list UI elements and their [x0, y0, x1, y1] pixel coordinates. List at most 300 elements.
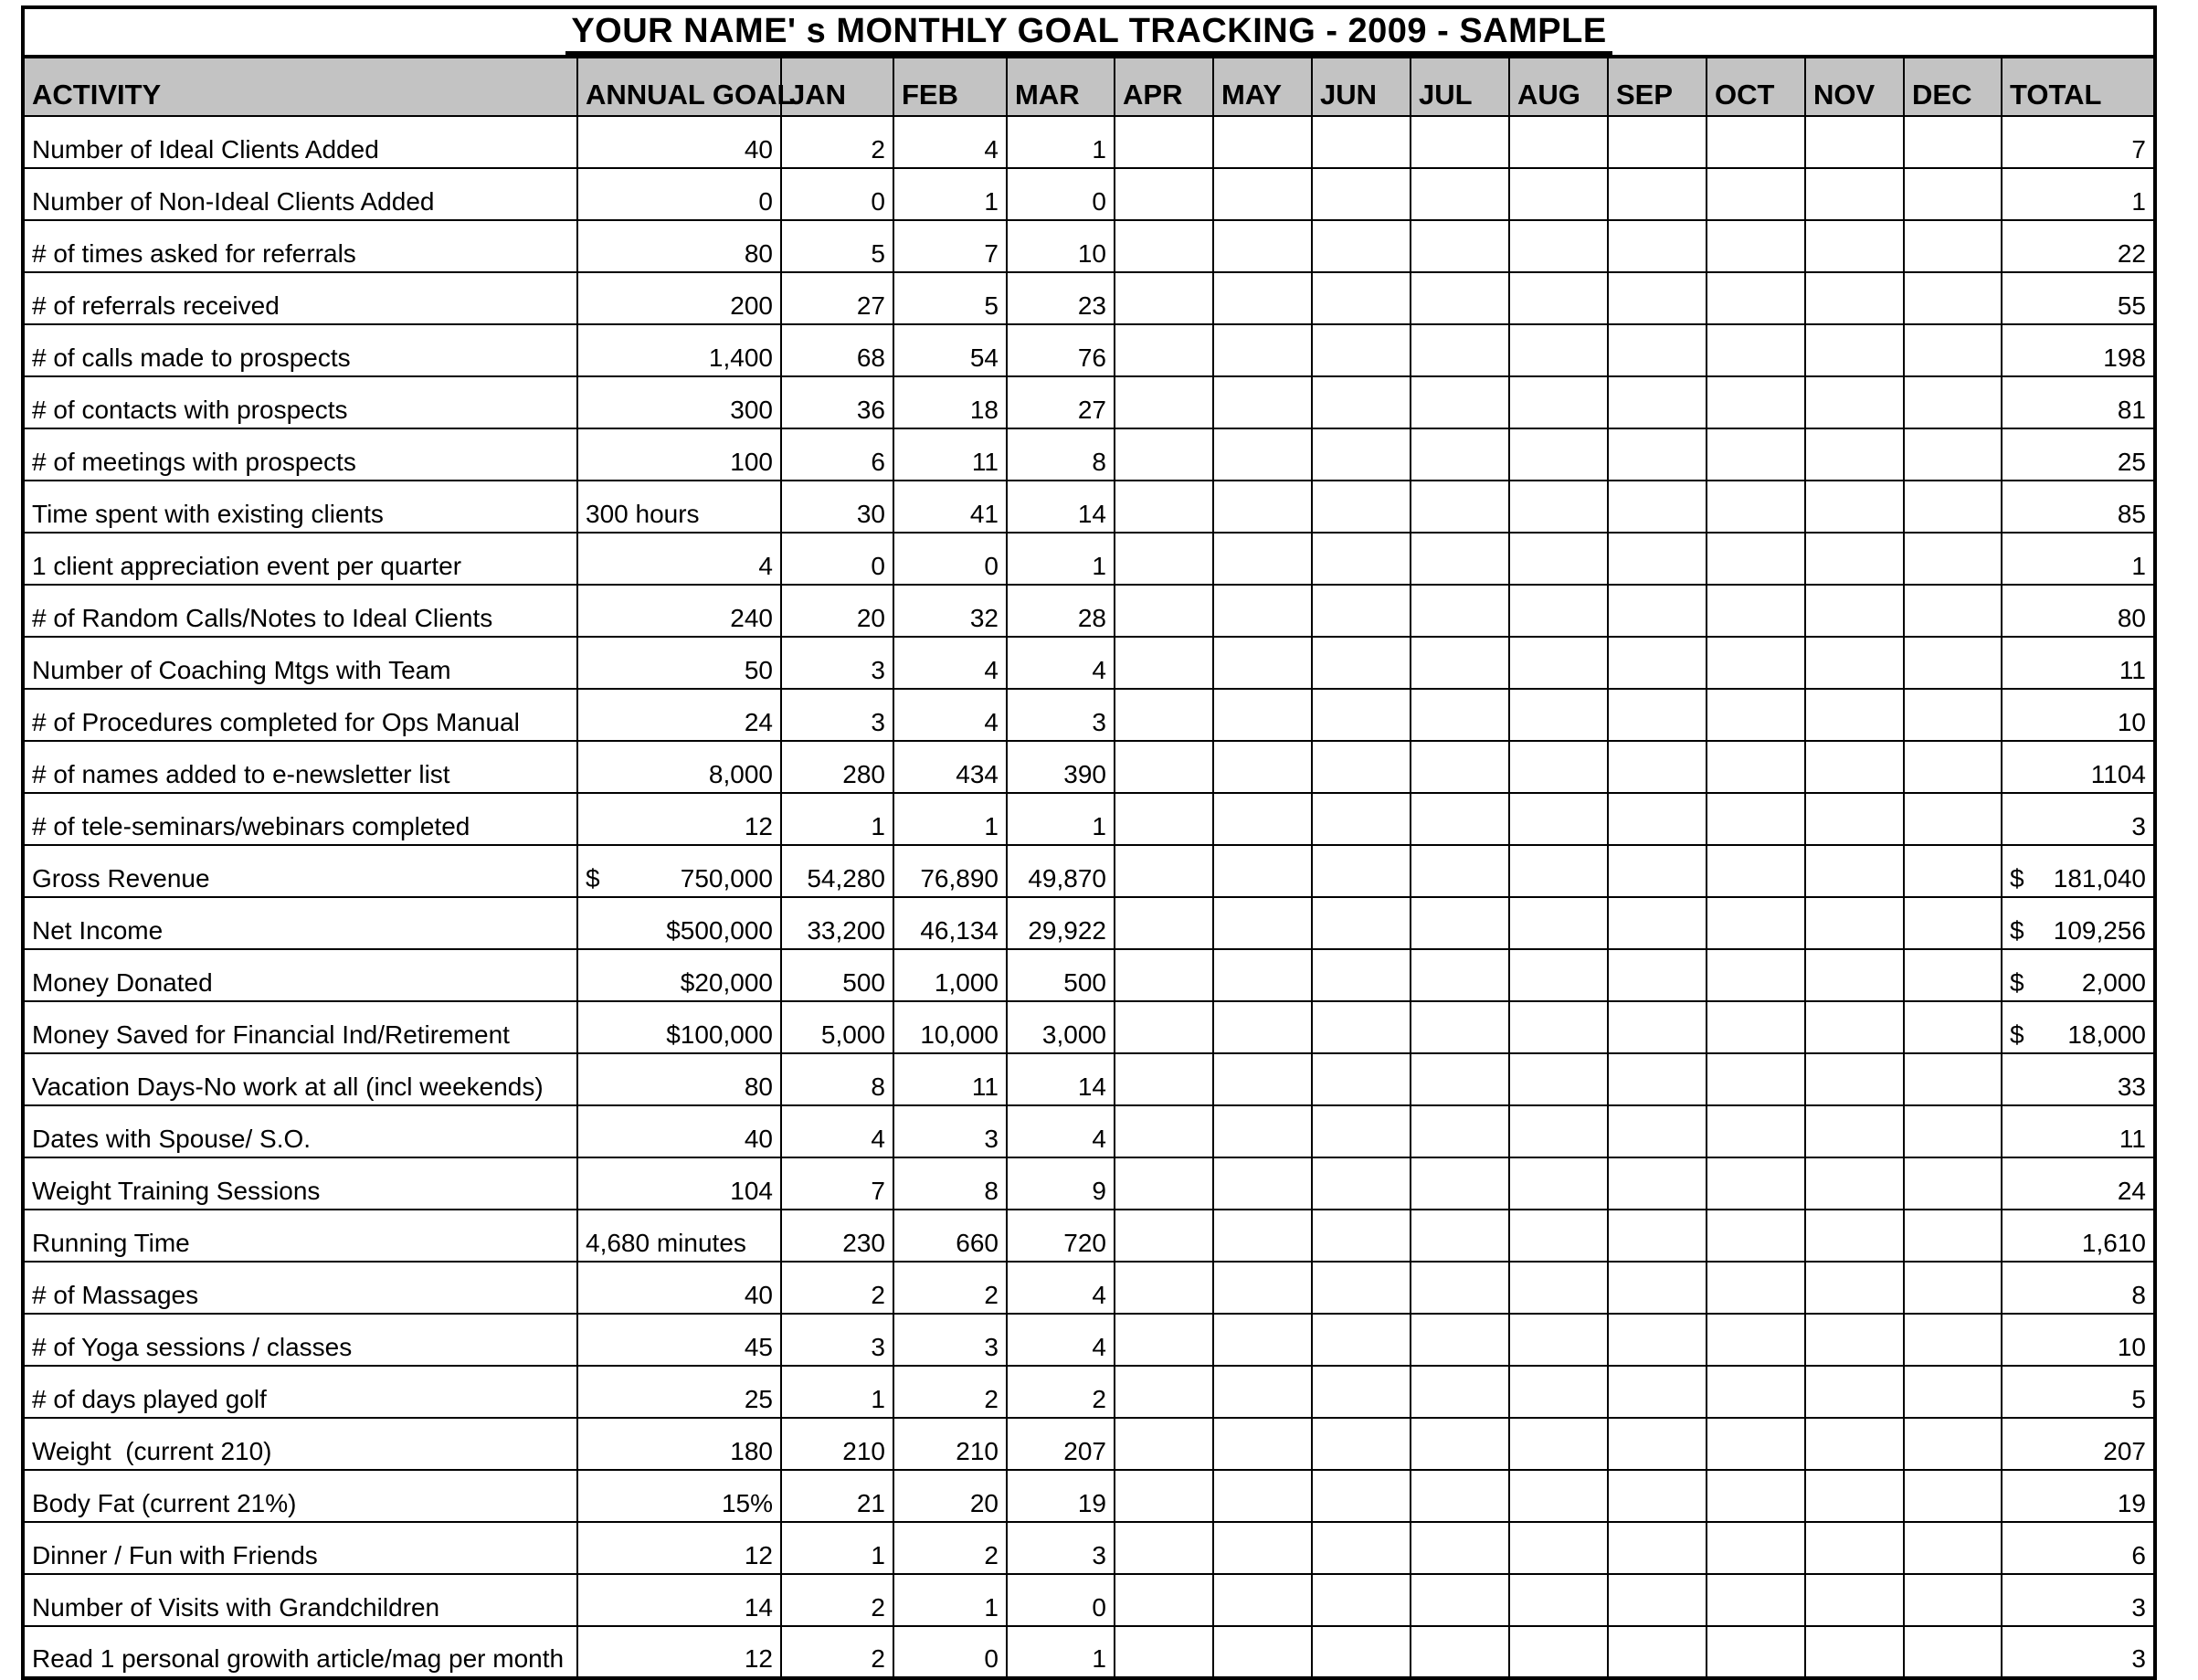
cell-dec — [1904, 220, 2002, 272]
cell-may — [1213, 481, 1312, 533]
cell-sep — [1608, 116, 1707, 168]
cell-may — [1213, 272, 1312, 324]
cell-jan: 1 — [781, 793, 893, 845]
cell-nov — [1805, 428, 1904, 481]
table-row — [23, 533, 2155, 585]
cell-total: 3 — [2002, 793, 2155, 845]
table-row — [23, 1157, 2155, 1210]
cell-oct — [1707, 1105, 1805, 1157]
cell-activity: Gross Revenue — [23, 845, 577, 897]
cell-apr — [1115, 1314, 1213, 1366]
cell-apr — [1115, 1210, 1213, 1262]
cell-may — [1213, 637, 1312, 689]
cell-mar: 23 — [1007, 272, 1115, 324]
cell-may — [1213, 1314, 1312, 1366]
cell-jul — [1411, 1418, 1509, 1470]
cell-total: 1,610 — [2002, 1210, 2155, 1262]
table-row — [23, 1418, 2155, 1470]
cell-may — [1213, 793, 1312, 845]
cell-dec — [1904, 1522, 2002, 1574]
cell-annual-goal: $500,000 — [577, 897, 781, 949]
cell-aug — [1509, 168, 1608, 220]
title-row — [23, 7, 2155, 57]
table-row — [23, 1001, 2155, 1053]
cell-oct — [1707, 741, 1805, 793]
cell-mar: 0 — [1007, 1574, 1115, 1626]
cell-feb: 434 — [893, 741, 1007, 793]
cell-total: 1 — [2002, 533, 2155, 585]
cell-feb: 7 — [893, 220, 1007, 272]
cell-apr — [1115, 793, 1213, 845]
column-header-total: TOTAL — [2002, 57, 2155, 116]
cell-dec — [1904, 1053, 2002, 1105]
cell-aug — [1509, 949, 1608, 1001]
cell-aug — [1509, 793, 1608, 845]
cell-may — [1213, 1157, 1312, 1210]
cell-jan: 6 — [781, 428, 893, 481]
cell-dec — [1904, 949, 2002, 1001]
cell-jan: 4 — [781, 1105, 893, 1157]
cell-apr — [1115, 1262, 1213, 1314]
cell-oct — [1707, 949, 1805, 1001]
currency-symbol: $ — [586, 863, 600, 893]
cell-oct — [1707, 689, 1805, 741]
cell-jul — [1411, 1262, 1509, 1314]
cell-jun — [1312, 1210, 1411, 1262]
currency-symbol: $ — [2010, 967, 2024, 997]
cell-jun — [1312, 116, 1411, 168]
cell-feb: 0 — [893, 533, 1007, 585]
cell-mar: 4 — [1007, 637, 1115, 689]
cell-jan: 3 — [781, 1314, 893, 1366]
cell-jan: 1 — [781, 1366, 893, 1418]
cell-jan: 30 — [781, 481, 893, 533]
column-header-aug: AUG — [1509, 57, 1608, 116]
cell-annual-goal: 24 — [577, 689, 781, 741]
cell-feb: 2 — [893, 1262, 1007, 1314]
cell-mar: 720 — [1007, 1210, 1115, 1262]
cell-nov — [1805, 897, 1904, 949]
cell-apr — [1115, 1418, 1213, 1470]
column-header-may: MAY — [1213, 57, 1312, 116]
cell-annual-goal: 180 — [577, 1418, 781, 1470]
table-row — [23, 1470, 2155, 1522]
cell-jun — [1312, 533, 1411, 585]
cell-jun — [1312, 1105, 1411, 1157]
cell-oct — [1707, 585, 1805, 637]
cell-aug — [1509, 1418, 1608, 1470]
cell-jun — [1312, 637, 1411, 689]
table-row — [23, 1314, 2155, 1366]
goal-tracking-spreadsheet — [21, 5, 2157, 1680]
cell-sep — [1608, 1418, 1707, 1470]
cell-annual-goal: 45 — [577, 1314, 781, 1366]
cell-activity: # of Yoga sessions / classes — [23, 1314, 577, 1366]
cell-aug — [1509, 1210, 1608, 1262]
cell-dec — [1904, 689, 2002, 741]
cell-jul — [1411, 689, 1509, 741]
cell-feb: 1 — [893, 793, 1007, 845]
cell-jun — [1312, 845, 1411, 897]
cell-oct — [1707, 793, 1805, 845]
cell-may — [1213, 428, 1312, 481]
cell-activity: Weight Training Sessions — [23, 1157, 577, 1210]
cell-oct — [1707, 1522, 1805, 1574]
cell-jun — [1312, 1053, 1411, 1105]
cell-apr — [1115, 845, 1213, 897]
cell-feb: 10,000 — [893, 1001, 1007, 1053]
cell-apr — [1115, 1157, 1213, 1210]
cell-jan: 210 — [781, 1418, 893, 1470]
cell-apr — [1115, 533, 1213, 585]
cell-nov — [1805, 1001, 1904, 1053]
cell-may — [1213, 1418, 1312, 1470]
cell-apr — [1115, 220, 1213, 272]
cell-jul — [1411, 533, 1509, 585]
cell-aug — [1509, 689, 1608, 741]
cell-jan: 2 — [781, 1626, 893, 1678]
cell-sep — [1608, 1105, 1707, 1157]
currency-symbol: $ — [2010, 863, 2024, 893]
table-row — [23, 1522, 2155, 1574]
cell-sep — [1608, 1366, 1707, 1418]
cell-aug — [1509, 481, 1608, 533]
cell-activity: Number of Ideal Clients Added — [23, 116, 577, 168]
cell-feb: 11 — [893, 1053, 1007, 1105]
cell-may — [1213, 1522, 1312, 1574]
cell-sep — [1608, 376, 1707, 428]
cell-activity: # of meetings with prospects — [23, 428, 577, 481]
cell-apr — [1115, 897, 1213, 949]
cell-jun — [1312, 272, 1411, 324]
cell-annual-goal: 25 — [577, 1366, 781, 1418]
cell-nov — [1805, 949, 1904, 1001]
cell-jun — [1312, 1522, 1411, 1574]
cell-dec — [1904, 376, 2002, 428]
cell-oct — [1707, 1053, 1805, 1105]
cell-apr — [1115, 1053, 1213, 1105]
cell-jan: 5,000 — [781, 1001, 893, 1053]
cell-activity: Net Income — [23, 897, 577, 949]
cell-mar: 14 — [1007, 481, 1115, 533]
cell-jul — [1411, 168, 1509, 220]
cell-jul — [1411, 324, 1509, 376]
cell-jul — [1411, 585, 1509, 637]
cell-nov — [1805, 1470, 1904, 1522]
cell-total: 1 — [2002, 168, 2155, 220]
cell-mar: 28 — [1007, 585, 1115, 637]
cell-jul — [1411, 741, 1509, 793]
cell-jan: 36 — [781, 376, 893, 428]
cell-feb: 18 — [893, 376, 1007, 428]
column-header-dec: DEC — [1904, 57, 2002, 116]
cell-nov — [1805, 1522, 1904, 1574]
cell-activity: Body Fat (current 21%) — [23, 1470, 577, 1522]
cell-jul — [1411, 845, 1509, 897]
table-row — [23, 1262, 2155, 1314]
cell-aug — [1509, 220, 1608, 272]
cell-mar: 49,870 — [1007, 845, 1115, 897]
cell-annual-goal: 240 — [577, 585, 781, 637]
cell-apr — [1115, 481, 1213, 533]
cell-mar: 1 — [1007, 1626, 1115, 1678]
cell-total: 3 — [2002, 1626, 2155, 1678]
cell-nov — [1805, 1574, 1904, 1626]
cell-oct — [1707, 1262, 1805, 1314]
cell-mar: 2 — [1007, 1366, 1115, 1418]
cell-nov — [1805, 1210, 1904, 1262]
cell-jul — [1411, 1366, 1509, 1418]
column-header-feb: FEB — [893, 57, 1007, 116]
cell-activity: # of calls made to prospects — [23, 324, 577, 376]
cell-mar: 3,000 — [1007, 1001, 1115, 1053]
cell-jan: 33,200 — [781, 897, 893, 949]
cell-annual-goal: 14 — [577, 1574, 781, 1626]
cell-oct — [1707, 845, 1805, 897]
cell-dec — [1904, 324, 2002, 376]
cell-jan: 2 — [781, 1574, 893, 1626]
cell-aug — [1509, 741, 1608, 793]
cell-total: 7 — [2002, 116, 2155, 168]
cell-feb: 54 — [893, 324, 1007, 376]
cell-sep — [1608, 949, 1707, 1001]
cell-aug — [1509, 1157, 1608, 1210]
cell-dec — [1904, 741, 2002, 793]
cell-feb: 4 — [893, 637, 1007, 689]
cell-dec — [1904, 116, 2002, 168]
cell-may — [1213, 1105, 1312, 1157]
cell-jul — [1411, 1470, 1509, 1522]
cell-apr — [1115, 1001, 1213, 1053]
currency-symbol: $ — [2010, 915, 2024, 945]
cell-jun — [1312, 1157, 1411, 1210]
cell-apr — [1115, 689, 1213, 741]
cell-dec — [1904, 168, 2002, 220]
column-header-jul: JUL — [1411, 57, 1509, 116]
cell-may — [1213, 1001, 1312, 1053]
cell-jun — [1312, 324, 1411, 376]
table-row — [23, 689, 2155, 741]
table-row — [23, 1105, 2155, 1157]
cell-total — [2002, 897, 2155, 949]
currency-symbol: $ — [2010, 1020, 2024, 1049]
cell-annual-goal: 40 — [577, 116, 781, 168]
cell-apr — [1115, 272, 1213, 324]
table-row — [23, 793, 2155, 845]
cell-jan: 68 — [781, 324, 893, 376]
cell-nov — [1805, 272, 1904, 324]
cell-jul — [1411, 1053, 1509, 1105]
table-row — [23, 1366, 2155, 1418]
cell-aug — [1509, 272, 1608, 324]
cell-sep — [1608, 428, 1707, 481]
cell-jun — [1312, 897, 1411, 949]
cell-oct — [1707, 1366, 1805, 1418]
cell-annual-goal: $20,000 — [577, 949, 781, 1001]
cell-activity: Weight (current 210) — [23, 1418, 577, 1470]
cell-total: 10 — [2002, 1314, 2155, 1366]
cell-nov — [1805, 1105, 1904, 1157]
cell-feb: 3 — [893, 1314, 1007, 1366]
cell-total: 85 — [2002, 481, 2155, 533]
cell-nov — [1805, 1262, 1904, 1314]
cell-total: 1104 — [2002, 741, 2155, 793]
column-header-row — [23, 57, 2155, 116]
cell-sep — [1608, 585, 1707, 637]
cell-feb: 46,134 — [893, 897, 1007, 949]
cell-dec — [1904, 1105, 2002, 1157]
table-row — [23, 845, 2155, 897]
cell-may — [1213, 1262, 1312, 1314]
cell-apr — [1115, 1366, 1213, 1418]
cell-nov — [1805, 1626, 1904, 1678]
cell-dec — [1904, 637, 2002, 689]
cell-mar: 10 — [1007, 220, 1115, 272]
cell-jan: 0 — [781, 533, 893, 585]
cell-jan: 230 — [781, 1210, 893, 1262]
cell-aug — [1509, 1314, 1608, 1366]
table-row — [23, 272, 2155, 324]
cell-nov — [1805, 533, 1904, 585]
amount: 109,256 — [2053, 915, 2146, 945]
cell-oct — [1707, 897, 1805, 949]
table-body — [23, 116, 2155, 1678]
cell-total: 10 — [2002, 689, 2155, 741]
cell-may — [1213, 741, 1312, 793]
cell-jul — [1411, 1001, 1509, 1053]
cell-may — [1213, 116, 1312, 168]
column-header-apr: APR — [1115, 57, 1213, 116]
cell-jun — [1312, 1314, 1411, 1366]
cell-feb: 8 — [893, 1157, 1007, 1210]
cell-jan: 280 — [781, 741, 893, 793]
cell-jan: 7 — [781, 1157, 893, 1210]
cell-annual-goal: 50 — [577, 637, 781, 689]
cell-jun — [1312, 1470, 1411, 1522]
cell-apr — [1115, 741, 1213, 793]
cell-oct — [1707, 324, 1805, 376]
cell-mar: 4 — [1007, 1105, 1115, 1157]
cell-nov — [1805, 1366, 1904, 1418]
title-cell — [23, 7, 2155, 57]
cell-dec — [1904, 1157, 2002, 1210]
cell-apr — [1115, 585, 1213, 637]
cell-sep — [1608, 1626, 1707, 1678]
cell-jun — [1312, 428, 1411, 481]
cell-may — [1213, 533, 1312, 585]
cell-nov — [1805, 845, 1904, 897]
amount: 181,040 — [2053, 863, 2146, 893]
cell-mar: 19 — [1007, 1470, 1115, 1522]
cell-sep — [1608, 533, 1707, 585]
cell-nov — [1805, 793, 1904, 845]
cell-feb: 2 — [893, 1366, 1007, 1418]
cell-mar: 500 — [1007, 949, 1115, 1001]
table-row — [23, 637, 2155, 689]
cell-jan: 1 — [781, 1522, 893, 1574]
cell-feb: 1,000 — [893, 949, 1007, 1001]
cell-activity: Time spent with existing clients — [23, 481, 577, 533]
cell-may — [1213, 689, 1312, 741]
cell-jan: 21 — [781, 1470, 893, 1522]
column-header-sep: SEP — [1608, 57, 1707, 116]
cell-total: 55 — [2002, 272, 2155, 324]
cell-oct — [1707, 1470, 1805, 1522]
cell-may — [1213, 1210, 1312, 1262]
cell-jun — [1312, 949, 1411, 1001]
cell-oct — [1707, 1001, 1805, 1053]
cell-dec — [1904, 1470, 2002, 1522]
cell-feb: 2 — [893, 1522, 1007, 1574]
cell-dec — [1904, 1314, 2002, 1366]
cell-annual-goal: 15% — [577, 1470, 781, 1522]
cell-jul — [1411, 1105, 1509, 1157]
amount: 18,000 — [2067, 1020, 2146, 1049]
cell-aug — [1509, 533, 1608, 585]
cell-annual-goal: 12 — [577, 1626, 781, 1678]
cell-feb: 3 — [893, 1105, 1007, 1157]
cell-jun — [1312, 793, 1411, 845]
cell-total: 5 — [2002, 1366, 2155, 1418]
cell-activity: # of Massages — [23, 1262, 577, 1314]
cell-oct — [1707, 481, 1805, 533]
cell-apr — [1115, 949, 1213, 1001]
cell-mar: 76 — [1007, 324, 1115, 376]
cell-jul — [1411, 897, 1509, 949]
cell-total: 6 — [2002, 1522, 2155, 1574]
cell-feb: 76,890 — [893, 845, 1007, 897]
cell-sep — [1608, 1001, 1707, 1053]
cell-jun — [1312, 481, 1411, 533]
cell-sep — [1608, 272, 1707, 324]
cell-oct — [1707, 272, 1805, 324]
cell-annual-goal: 100 — [577, 428, 781, 481]
cell-dec — [1904, 533, 2002, 585]
cell-jun — [1312, 585, 1411, 637]
cell-dec — [1904, 428, 2002, 481]
cell-apr — [1115, 1574, 1213, 1626]
cell-sep — [1608, 220, 1707, 272]
cell-may — [1213, 324, 1312, 376]
cell-mar: 3 — [1007, 1522, 1115, 1574]
cell-sep — [1608, 741, 1707, 793]
cell-feb: 210 — [893, 1418, 1007, 1470]
cell-activity: Money Donated — [23, 949, 577, 1001]
cell-jan: 3 — [781, 689, 893, 741]
cell-activity: Running Time — [23, 1210, 577, 1262]
cell-feb: 20 — [893, 1470, 1007, 1522]
cell-apr — [1115, 1105, 1213, 1157]
cell-oct — [1707, 1418, 1805, 1470]
cell-may — [1213, 220, 1312, 272]
cell-sep — [1608, 689, 1707, 741]
cell-sep — [1608, 1157, 1707, 1210]
cell-nov — [1805, 689, 1904, 741]
cell-sep — [1608, 1210, 1707, 1262]
cell-total — [2002, 845, 2155, 897]
amount: 750,000 — [680, 863, 773, 893]
cell-activity: Read 1 personal growith article/mag per month — [23, 1626, 577, 1678]
cell-feb: 1 — [893, 168, 1007, 220]
cell-mar: 8 — [1007, 428, 1115, 481]
cell-oct — [1707, 533, 1805, 585]
cell-may — [1213, 949, 1312, 1001]
cell-apr — [1115, 324, 1213, 376]
cell-apr — [1115, 1626, 1213, 1678]
cell-annual-goal: 40 — [577, 1262, 781, 1314]
cell-dec — [1904, 897, 2002, 949]
cell-nov — [1805, 1053, 1904, 1105]
